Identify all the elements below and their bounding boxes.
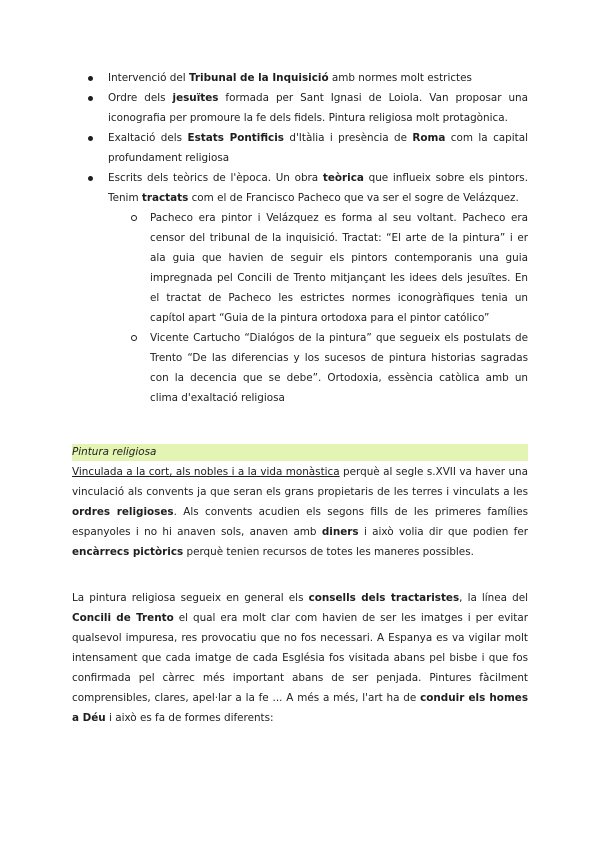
underlined-text: Vinculada a la cort, als nobles i a la vida monàstica	[72, 466, 340, 478]
list-item-text: Escrits dels teòrics de l'època. Un obra	[108, 172, 323, 184]
list-item	[108, 128, 528, 168]
list-item-bold: teòrica	[322, 172, 364, 184]
list-item-bold: Estats Pontificis	[187, 132, 284, 144]
paragraph	[72, 588, 528, 728]
list-item-bold: tractats	[141, 192, 189, 204]
paragraph-text: el qual era molt clar com havien de ser les imatges i per evitar qualsevol impuresa, res provocatiu que no fos necessari. A Espanya es va vigilar molt intensament que cada imatge de cada Església fos visitada abans pel bisbe i que fos confirmada pel càrrec més important abans de ser penjada. Pintures fàcilment comprensibles, clares, apel·lar a la fe ... A més a més, l'art ha de	[72, 612, 528, 704]
bold-text: consells dels tractaristes	[308, 592, 460, 604]
list-item-text: com el de Francisco Pacheco que va ser el sogre de Velázquez.	[188, 192, 519, 204]
bullet-list	[108, 68, 528, 408]
sub-list-item: Pacheco era pintor i Velázquez es forma al seu voltant. Pacheco era censor del tribunal de la inquisició. Tractat: “El arte de la pintura” i er ala guia que havien de seguir els pintors contemporanis una guia impregnada pel Concili de Trento mitjançant les idees dels jesuïtes. En el tractat de Pacheco les estrictes normes iconogràfiques tenia un capítol apart “Guia de la pintura ortodoxa para el pintor católico”	[150, 208, 528, 328]
list-item-text: d'Itàlia i presència de	[283, 132, 413, 144]
bold-text: diners	[321, 526, 359, 538]
list-item-bold: Roma	[412, 132, 446, 144]
bold-text: ordres religioses	[72, 506, 174, 518]
paragraph-text: i això volia dir que podien fer	[358, 526, 528, 538]
paragraph-text: . Als convents acudien els segons fills de les primeres famílies espanyoles i no hi anaven sols, anaven amb	[72, 506, 528, 538]
bold-text: conduir els homes a Déu	[72, 692, 528, 724]
paragraph-text: La pintura religiosa segueix en general els	[72, 592, 309, 604]
list-item-bold: Tribunal de la Inquisició	[188, 72, 329, 84]
sub-list	[150, 208, 528, 408]
list-item-text: que influeix sobre els pintors. Tenim	[108, 172, 528, 204]
bold-text: encàrrecs pictòrics	[72, 546, 184, 558]
paragraph-text: , la línea del	[459, 592, 528, 604]
list-item	[108, 88, 528, 128]
paragraph	[72, 462, 528, 562]
bold-text: Concili de Trento	[72, 612, 174, 624]
sub-list-item: Vicente Cartucho “Dialógos de la pintura” que segueix els postulats de Trento “De las diferencias y los sucesos de pintura historias sagradas con la decencia que se debe”. Ortodoxia, essència catòlica amb un clima d'exaltació religiosa	[150, 328, 528, 408]
list-item	[108, 168, 528, 408]
list-item-text: formada per Sant Ignasi de Loiola. Van proposar una iconografia per promoure la fe dels fidels. Pintura religiosa molt protagònica.	[108, 92, 528, 124]
paragraph-text: perquè tenien recursos de totes les maneres possibles.	[183, 546, 474, 558]
list-item-text: com la capital profundament religiosa	[108, 132, 528, 164]
section-heading-text: Pintura religiosa	[72, 446, 157, 458]
list-item	[108, 68, 528, 88]
list-item-text: Ordre dels	[108, 92, 173, 104]
list-item-bold: jesuïtes	[172, 92, 219, 104]
list-item-text: Exaltació dels	[108, 132, 188, 144]
section-heading	[72, 444, 528, 461]
paragraph-text: i això es fa de formes diferents:	[105, 712, 274, 724]
list-item-text: amb normes molt estrictes	[328, 72, 472, 84]
list-item-text: Intervenció del	[108, 72, 189, 84]
paragraph-text: perquè al segle s.XVII va haver una vinculació als convents ja que seran els grans propietaris de les terres i vinculats a les	[72, 466, 528, 498]
